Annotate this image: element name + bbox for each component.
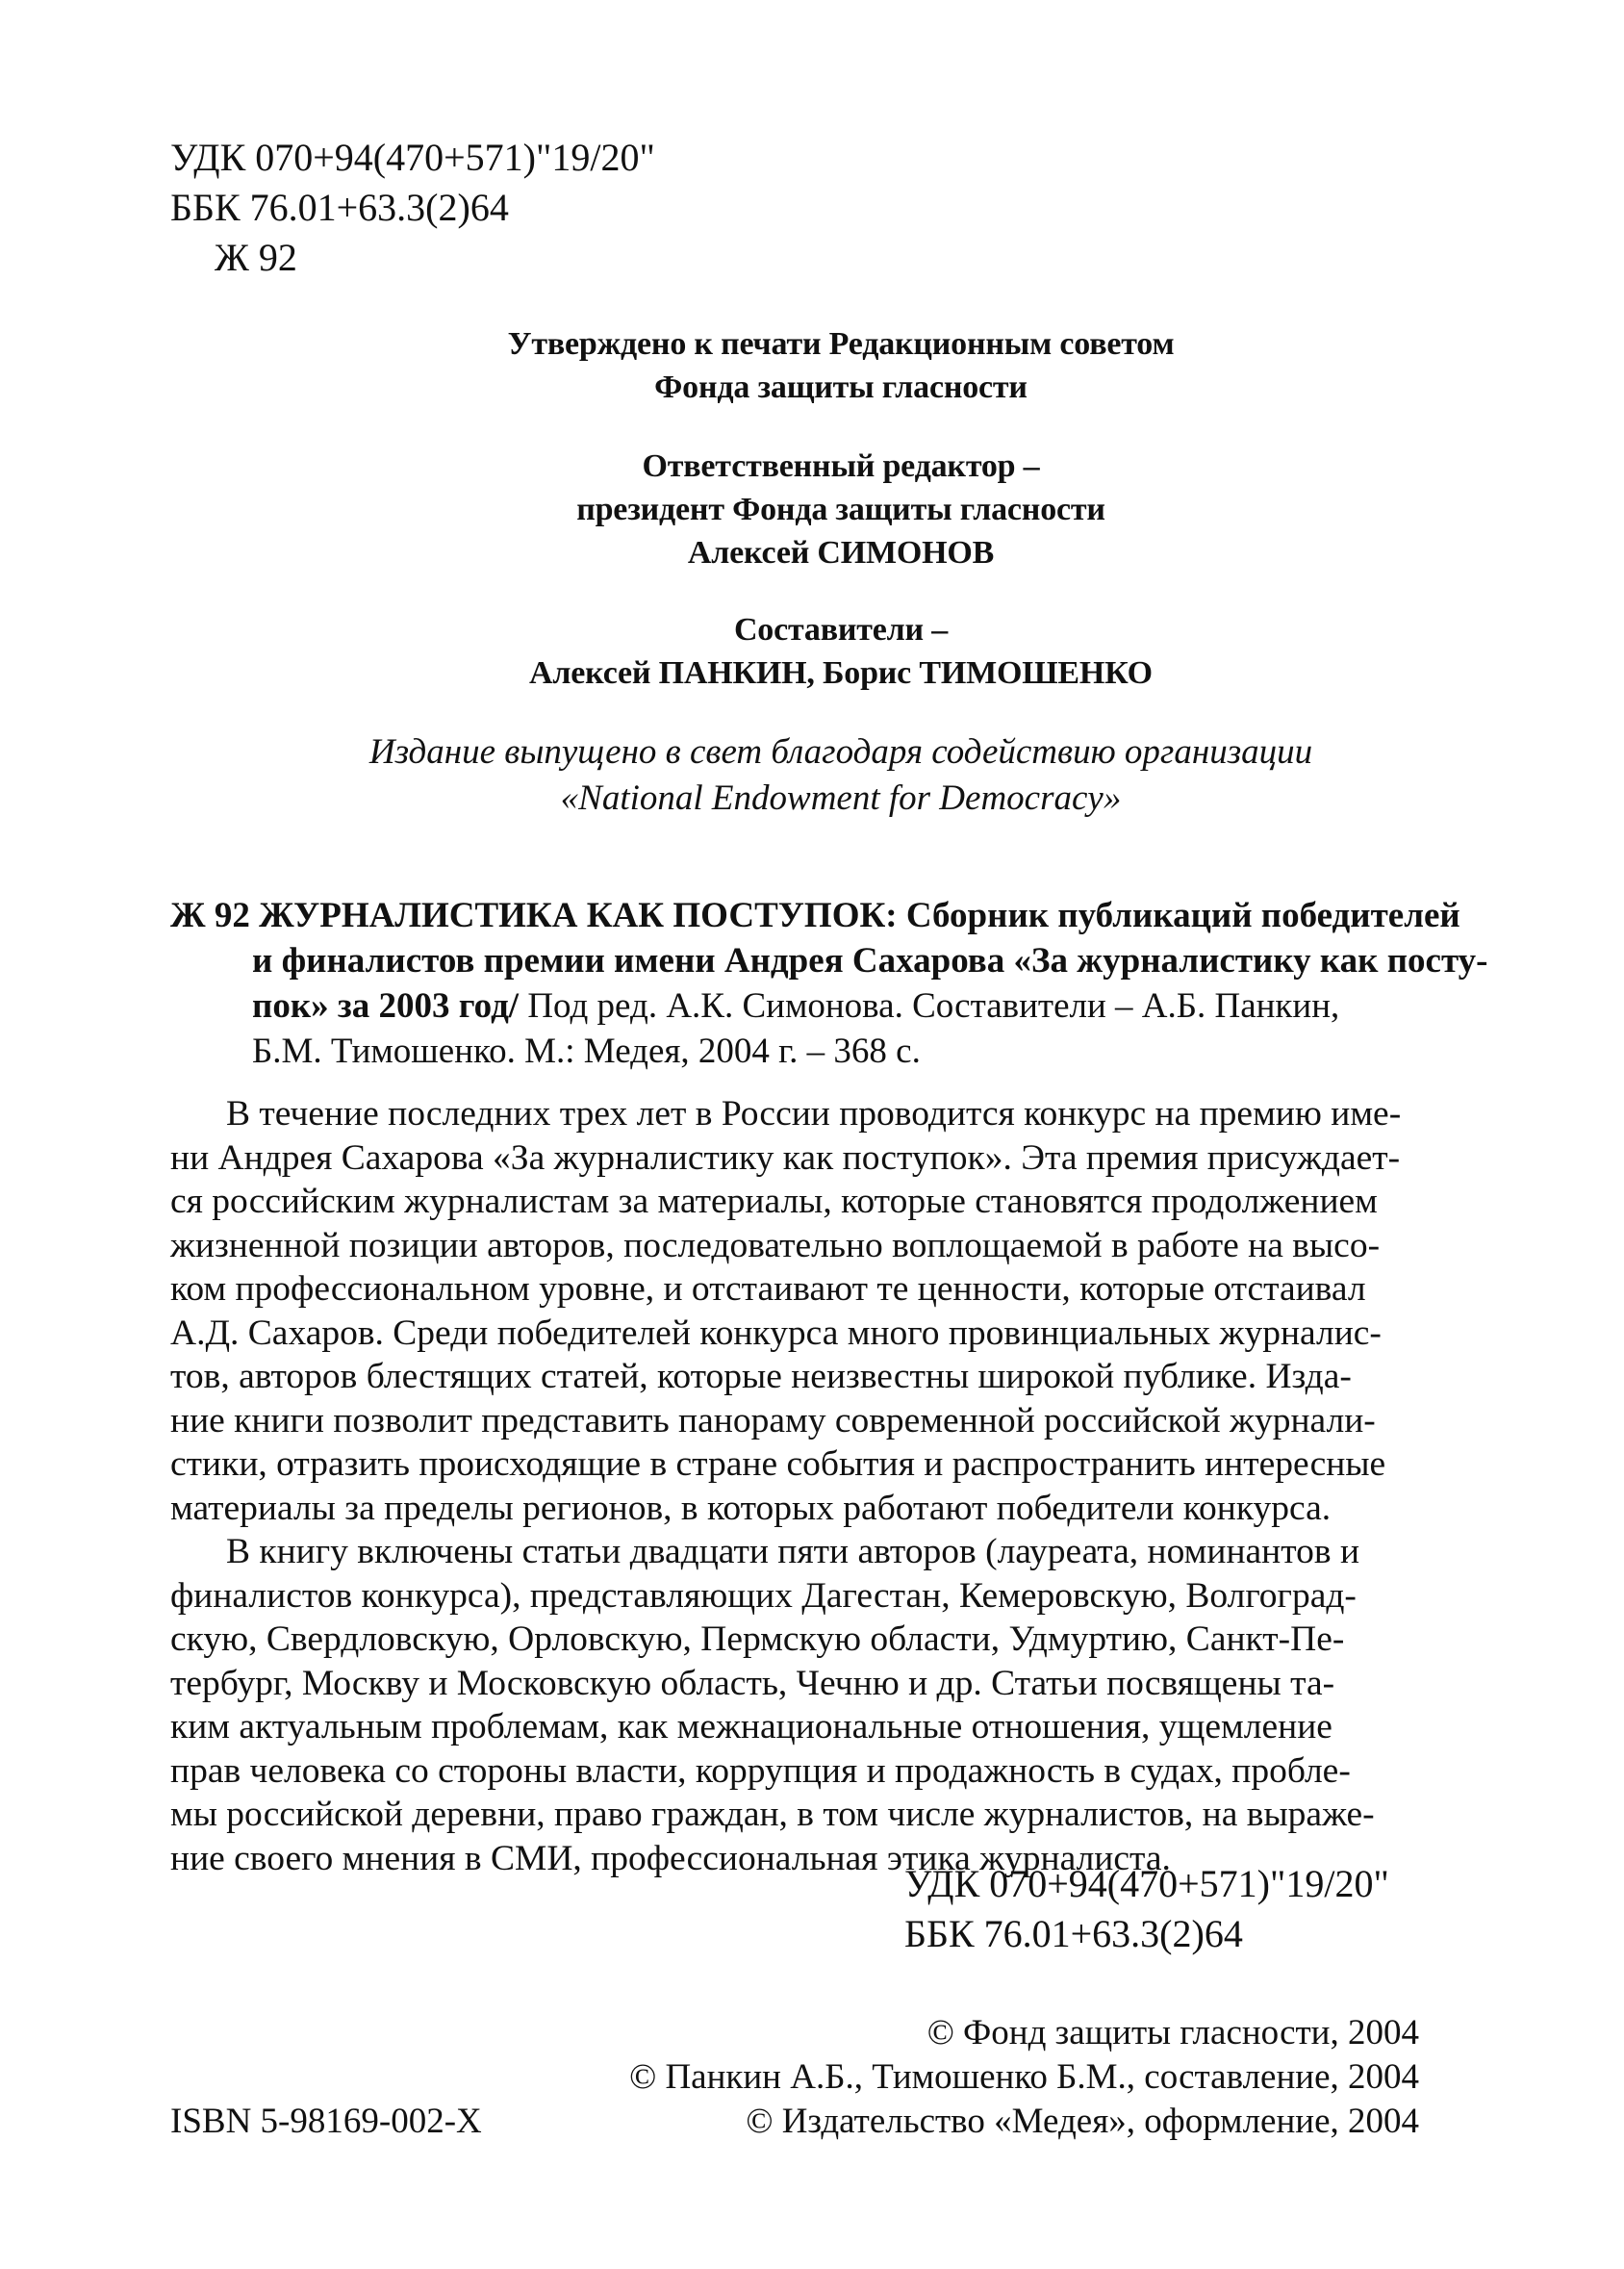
annotation-p2-line: ние своего мнения в СМИ, профессиональная этика журналиста. xyxy=(170,1838,1171,1878)
editor-line-1: Ответственный редактор – xyxy=(642,448,1040,484)
annotation-p1-line: тов, авторов блестящих статей, которые неизвестны широкой публике. Изда- xyxy=(170,1357,1352,1396)
copyright-line-2: © Панкин А.Б., Тимошенко Б.М., составление, 2004 xyxy=(629,2057,1419,2097)
udk-code-bottom: УДК 070+94(470+571)"19/20" xyxy=(904,1862,1389,1905)
annotation-p1-line: ся российским журналистам за материалы, которые становятся продолжением xyxy=(170,1182,1378,1221)
biblio-line-4: Б.М. Тимошенко. М.: Медея, 2004 г. – 368 с. xyxy=(252,1032,921,1071)
annotation-p2-line: скую, Свердловскую, Орловскую, Пермскую области, Удмуртию, Санкт-Пе- xyxy=(170,1619,1345,1659)
approval-statement xyxy=(0,322,1624,409)
bbk-code-bottom: ББК 76.01+63.3(2)64 xyxy=(904,1912,1243,1955)
compilers-line-1: Составители – xyxy=(733,612,949,648)
editor-credit xyxy=(0,445,1624,574)
annotation-p2-line: мы российской деревни, право граждан, в том числе журналистов, на выраже- xyxy=(170,1795,1375,1834)
classification-top xyxy=(170,133,655,283)
biblio-line-3-bold: пок» за 2003 год/ xyxy=(252,986,520,1026)
approval-line-2: Фонда защиты гласности xyxy=(654,370,1028,405)
annotation-p1-line: В течение последних трех лет в России проводится конкурс на премию име- xyxy=(226,1094,1402,1134)
annotation-p1-line: ком профессиональном уровне, и отстаивают те ценности, которые отстаивал xyxy=(170,1269,1366,1309)
copyright-line-1: © Фонд защиты гласности, 2004 xyxy=(926,2013,1419,2052)
sponsor-line-1: Издание выпущено в свет благодаря содействию организации xyxy=(368,732,1313,772)
annotation-p2-line: прав человека со стороны власти, коррупция и продажность в судах, пробле- xyxy=(170,1750,1351,1791)
annotation-p1-line: материалы за пределы регионов, в которых работают победители конкурса. xyxy=(170,1488,1332,1528)
annotation-p2-line: тербург, Москву и Московскую область, Чечню и др. Статьи посвящены та- xyxy=(170,1663,1335,1703)
approval-line-1: Утверждено к печати Редакционным советом xyxy=(507,326,1175,362)
biblio-line-1 xyxy=(170,893,1460,938)
sponsor-note xyxy=(0,729,1624,822)
compilers-line-2: Алексей ПАНКИН, Борис ТИМОШЕНКО xyxy=(529,655,1153,691)
bbk-code: ББК 76.01+63.3(2)64 xyxy=(170,186,509,229)
compilers-credit xyxy=(0,608,1624,695)
annotation-p1-line: стики, отразить происходящие в стране события и распространить интересные xyxy=(170,1444,1386,1484)
annotation-p1-line: ние книги позволит представить панораму современной российской журнали- xyxy=(170,1400,1376,1440)
annotation xyxy=(170,1092,1424,1880)
annotation-p1-line: А.Д. Сахаров. Среди победителей конкурса много провинциальных журналис- xyxy=(170,1313,1382,1353)
editor-line-2: президент Фонда защиты гласности xyxy=(576,492,1105,527)
annotation-p1-line: жизненной позиции авторов, последовательно воплощаемой в работе на высо- xyxy=(170,1225,1381,1265)
annotation-p2-line: В книгу включены статьи двадцати пяти авторов (лауреата, номинантов и xyxy=(226,1532,1360,1571)
annotation-p1-line: ни Андрея Сахарова «За журналистику как поступок». Эта премия присуждает- xyxy=(170,1137,1401,1178)
sponsor-line-2: «National Endowment for Democracy» xyxy=(560,778,1122,818)
isbn-number: ISBN 5-98169-002-X xyxy=(170,2102,482,2141)
copyright-line-3: © Издательство «Медея», оформление, 2004 xyxy=(746,2102,1419,2141)
copyright-block xyxy=(629,2011,1419,2144)
bibliographic-description xyxy=(170,893,1488,1074)
biblio-line-2-text: и финалистов премии имени Андрея Сахарова «За журналистику как посту- xyxy=(252,941,1488,981)
biblio-line-3-rest: Под ред. А.К. Симонова. Составители – А.Б. Панкин, xyxy=(519,986,1340,1026)
author-mark: Ж 92 xyxy=(215,236,297,279)
biblio-line-1-text: Ж 92 ЖУРНАЛИСТИКА КАК ПОСТУПОК: Сборник публикаций победителей xyxy=(170,896,1460,935)
udk-code: УДК 070+94(470+571)"19/20" xyxy=(170,136,655,179)
biblio-line-3 xyxy=(170,983,1421,1029)
annotation-p2-line: финалистов конкурса), представляющих Дагестан, Кемеровскую, Волгоград- xyxy=(170,1575,1357,1616)
biblio-line-2 xyxy=(170,938,1488,983)
classification-bottom xyxy=(904,1859,1389,1959)
editor-line-3: Алексей СИМОНОВ xyxy=(687,535,995,571)
annotation-p2-line: ким актуальным проблемам, как межнациональные отношения, ущемление xyxy=(170,1707,1332,1746)
